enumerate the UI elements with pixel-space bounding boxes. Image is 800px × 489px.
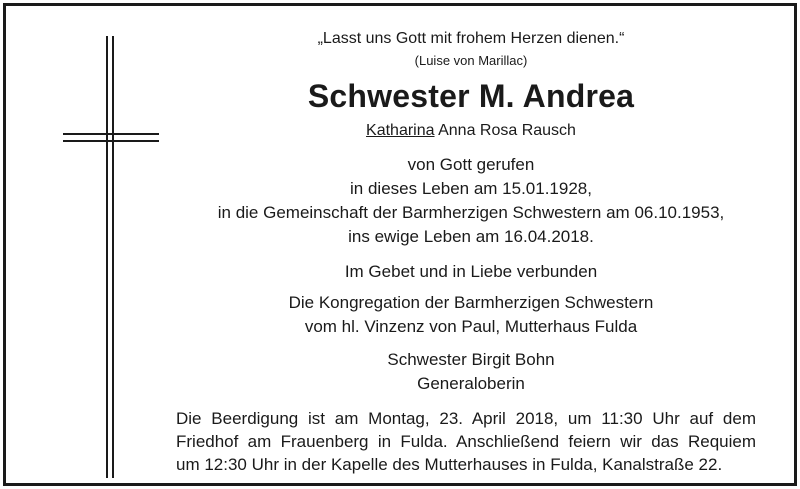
congregation-line-2: vom hl. Vinzenz von Paul, Mutterhaus Fulda <box>304 317 638 336</box>
life-line-died: ins ewige Leben am 16.04.2018. <box>348 227 594 246</box>
quote: „Lasst uns Gott mit frohem Herzen dienen.“ <box>317 30 625 47</box>
cross-horizontal-beam <box>63 133 159 142</box>
funeral-line-1: Die Beerdigung ist am Montag, 23. April 2018, um 11:30 Uhr auf dem <box>176 409 756 428</box>
life-line-called: von Gott gerufen <box>407 155 535 174</box>
quote-author: (Luise von Marillac) <box>414 53 528 68</box>
cross-vertical-beam <box>106 36 114 478</box>
funeral-line-2: Friedhof am Frauenberg in Fulda. Anschließend feiern wir das Requiem <box>176 432 756 451</box>
funeral-line-3: um 12:30 Uhr in der Kapelle des Mutterhauses in Fulda, Kanalstraße 22. <box>176 455 723 474</box>
civil-name-rest: Anna Rosa Rausch <box>434 122 576 139</box>
prayer-line: Im Gebet und in Liebe verbunden <box>344 262 598 281</box>
funeral-info <box>176 407 756 476</box>
obituary-notice <box>3 3 797 486</box>
civil-name-first: Katharina <box>366 122 435 139</box>
deceased-name: Schwester M. Andrea <box>307 78 635 114</box>
signatory-name: Schwester Birgit Bohn <box>387 350 555 369</box>
life-line-born: in dieses Leben am 15.01.1928, <box>350 179 592 198</box>
congregation-line-1: Die Kongregation der Barmherzigen Schwestern <box>288 293 654 312</box>
signatory-title: Generaloberin <box>417 374 525 393</box>
civil-name <box>171 122 771 140</box>
life-line-joined: in die Gemeinschaft der Barmherzigen Schwestern am 06.10.1953, <box>217 203 725 222</box>
